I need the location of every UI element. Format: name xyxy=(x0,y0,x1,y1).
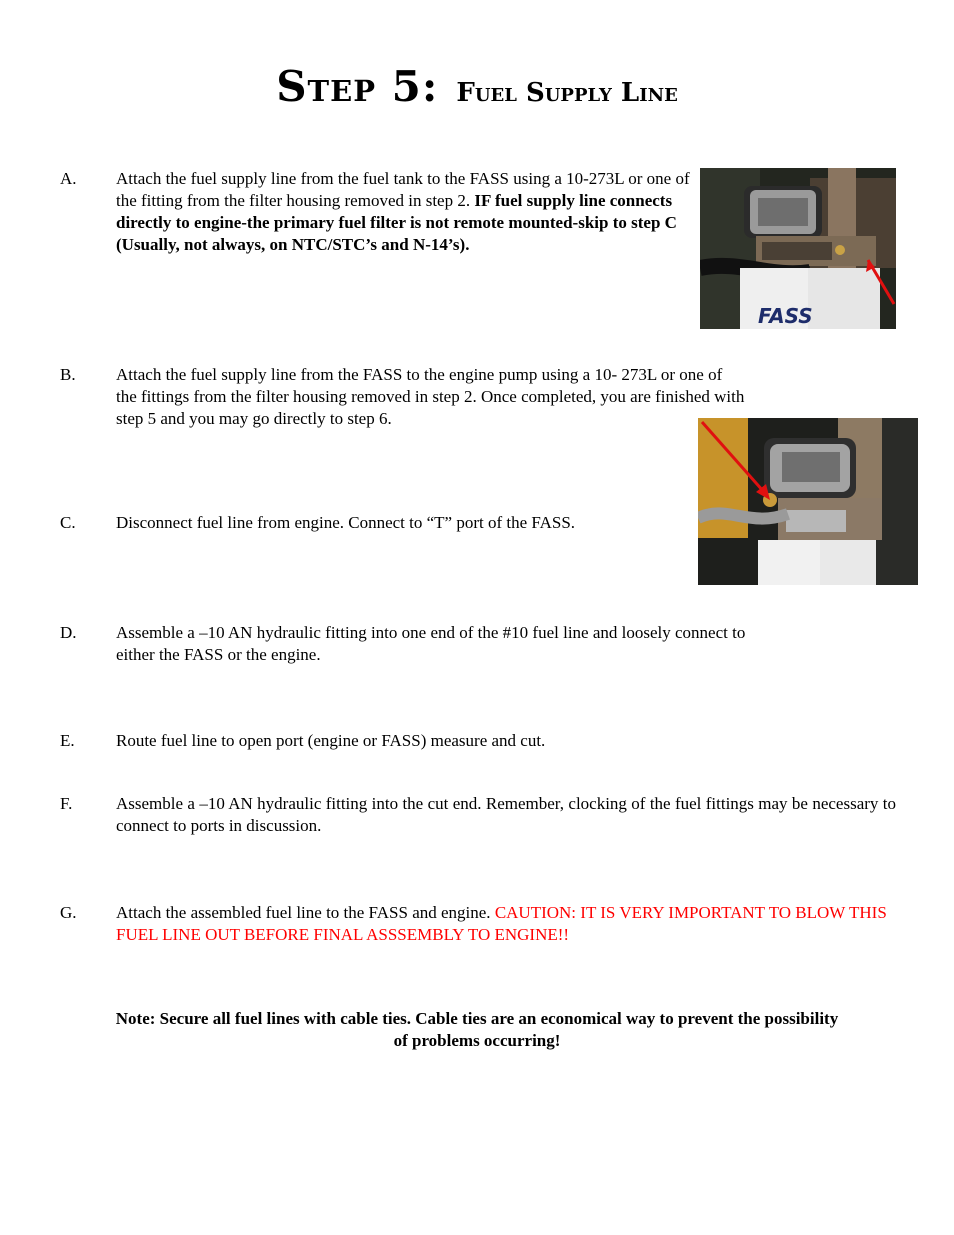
step-text-plain: Attach the fuel supply line from the fuel tank to the FASS using a 10-273L or one of the fitting from the filter housing removed in step 2. xyxy=(116,169,690,210)
fass-pump-photo-1 xyxy=(700,168,896,329)
step-text-plain: Attach the fuel supply line from the FASS to the engine pump using a 10- 273L or one of the fittings from the filter housing removed in step 2. Once completed, you are finished with step 5 and you may go directly to step 6. xyxy=(116,365,745,428)
step-letter: G. xyxy=(60,903,77,922)
page-title xyxy=(0,62,954,111)
note-text: Note: Secure all fuel lines with cable ties. Cable ties are an economical way to prevent the possibility of problems occurring! xyxy=(115,1009,839,1050)
step-letter: B. xyxy=(60,365,76,384)
step-letter: A. xyxy=(60,169,77,188)
step-text-plain: Assemble a –10 AN hydraulic fitting into the cut end. Remember, clocking of the fuel fittings may be necessary to connect to ports in discussion. xyxy=(116,794,896,835)
step-text-plain: Assemble a –10 AN hydraulic fitting into one end of the #10 fuel line and loosely connect to either the FASS or the engine. xyxy=(116,623,746,664)
step-text-bold: IF fuel supply line connects directly to engine-the primary fuel filter is not remote mounted-skip to step C (Usually, not always, on NTC/STC’s and N-14’s). xyxy=(116,191,677,254)
step-letter: D. xyxy=(60,623,77,642)
caution-text: CAUTION: IT IS VERY IMPORTANT TO BLOW THIS FUEL LINE OUT BEFORE FINAL ASSSEMBLY TO ENGINE!! xyxy=(116,903,887,944)
step-text xyxy=(116,622,746,666)
step-text xyxy=(116,364,746,430)
step-text xyxy=(116,793,896,837)
step-text xyxy=(116,730,746,752)
step-number: Step 5: xyxy=(276,62,439,111)
step-letter: C. xyxy=(60,513,76,532)
step-subtitle: Fuel Supply Line xyxy=(456,78,678,108)
note xyxy=(0,1008,954,1052)
step-text-plain: Disconnect fuel line from engine. Connect to “T” port of the FASS. xyxy=(116,513,576,532)
step-text xyxy=(116,168,706,256)
photo-logo-text: FASS xyxy=(758,304,813,328)
step-text xyxy=(116,902,896,946)
step-letter: E. xyxy=(60,731,75,750)
photo-illustration xyxy=(700,168,896,329)
step-text xyxy=(116,512,696,534)
step-text-plain: Route fuel line to open port (engine or FASS) measure and cut. xyxy=(116,731,546,750)
step-letter: F. xyxy=(60,794,73,813)
fass-pump-photo-2 xyxy=(698,418,918,585)
photo-illustration xyxy=(698,418,918,585)
step-text-plain: Attach the assembled fuel line to the FASS and engine. xyxy=(116,903,495,922)
